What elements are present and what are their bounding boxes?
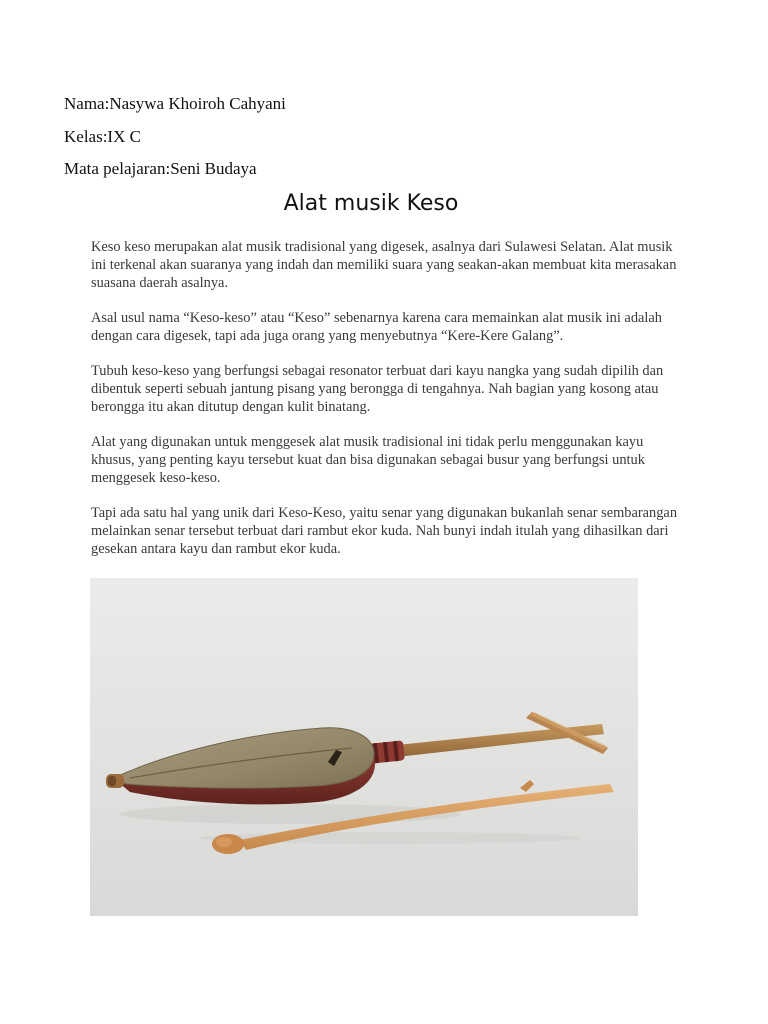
document-title: Alat musik Keso	[283, 191, 459, 216]
subject-line: Mata pelajaran:Seni Budaya	[64, 159, 257, 178]
student-class: Kelas:IX C	[64, 127, 141, 146]
paragraph: Tubuh keso-keso yang berfungsi sebagai resonator terbuat dari kayu nangka yang sudah dipilih dan dibentuk seperti sebuah jantung pisang yang berongga di tengahnya. Nah bagian yang kosong atau berongga itu akan ditutup dengan kulit binatang.	[91, 363, 664, 415]
paragraph: Keso keso merupakan alat musik tradisional yang digesek, asalnya dari Sulawesi Selatan. Alat musik ini terkenal akan suaranya yang indah dan memiliki suara yang seakan-akan membuat kita merasakan suasana daerah asalnya.	[91, 239, 677, 291]
keso-instrument-photo	[90, 578, 638, 916]
body-text	[91, 238, 683, 575]
student-name: Nama:Nasywa Khoiroh Cahyani	[64, 94, 286, 113]
keso-instrument-illustration	[90, 578, 638, 916]
endpin	[106, 774, 124, 788]
paragraph: Tapi ada satu hal yang unik dari Keso-Keso, yaitu senar yang digunakan bukanlah senar sembarangan melainkan senar tersebut terbuat dari rambut ekor kuda. Nah bunyi indah itulah yang dihasilkan dari gesekan antara kayu dan rambut ekor kuda.	[91, 505, 678, 557]
paragraph: Alat yang digunakan untuk menggesek alat musik tradisional ini tidak perlu menggunakan kayu khusus, yang penting kayu tersebut kuat dan bisa digunakan sebagai busur yang berfungsi untuk menggesek keso-keso.	[91, 434, 645, 486]
paragraph: Asal usul nama “Keso-keso” atau “Keso” sebenarnya karena cara memainkan alat musik ini adalah dengan cara digesek, tapi ada juga orang yang menyebutnya “Kere-Kere Galang”.	[91, 310, 662, 344]
